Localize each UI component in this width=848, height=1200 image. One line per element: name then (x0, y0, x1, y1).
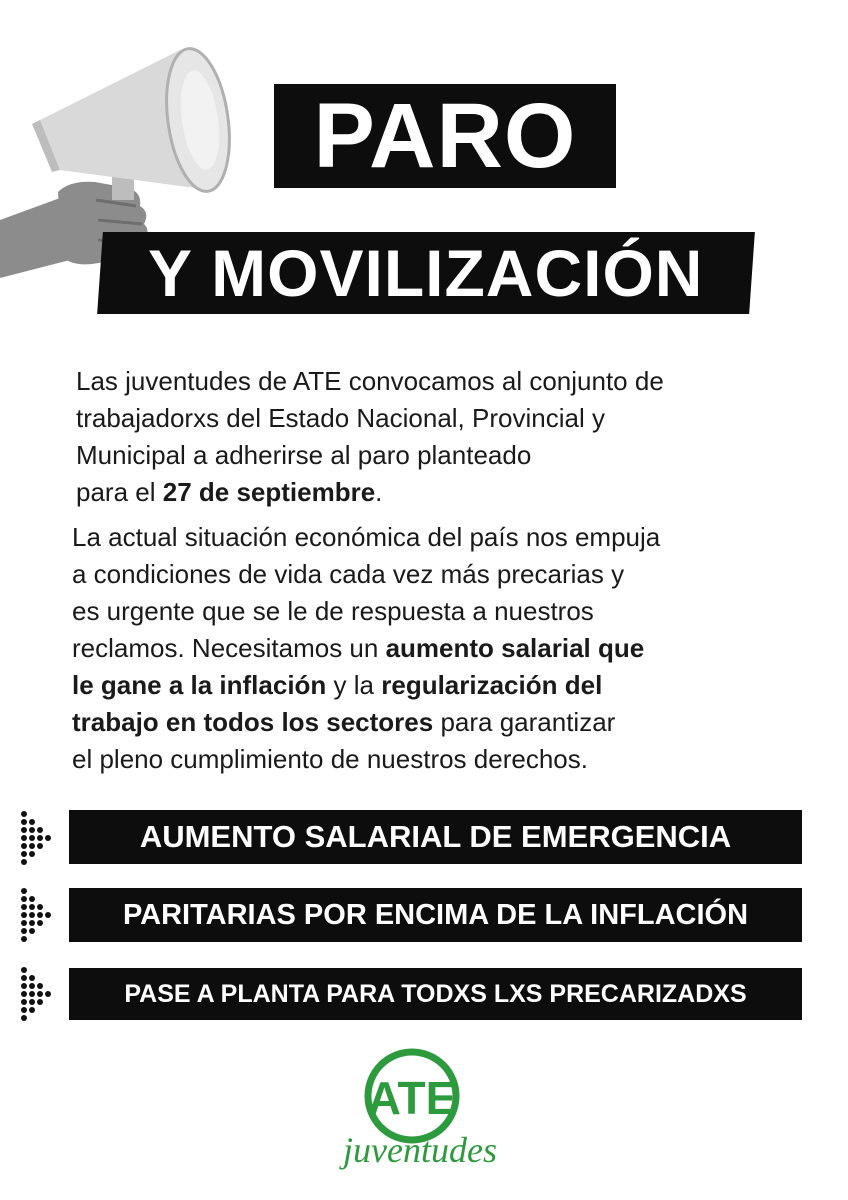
body-line (72, 667, 792, 704)
logo-acronym: ATE (367, 1072, 457, 1124)
dotted-arrow-icon (20, 885, 62, 945)
intro-text: . (375, 477, 383, 507)
intro-paragraph (76, 363, 796, 511)
dotted-arrow-icon (20, 964, 62, 1024)
intro-line: Las juventudes de ATE convocamos al conjunto de (76, 366, 664, 396)
intro-line (76, 474, 796, 511)
date-highlight: 27 de septiembre (162, 477, 376, 507)
page-title: PARO (274, 84, 616, 188)
body-line: a condiciones de vida cada vez más precarias y (72, 559, 625, 589)
ate-logo (316, 1048, 516, 1178)
demand-banner: PASE A PLANTA PARA TODXS LXS PRECARIZADXS (69, 968, 802, 1020)
body-highlight: le gane a la inflación (72, 670, 327, 700)
intro-line: trabajadorxs del Estado Nacional, Provincial y (76, 403, 605, 433)
page-subtitle-text: Y MOVILIZACIÓN (148, 236, 704, 310)
demand-banner: AUMENTO SALARIAL DE EMERGENCIA (69, 810, 802, 864)
intro-line: Municipal a adherirse al paro planteado (76, 440, 532, 470)
intro-text: para el (76, 477, 163, 507)
body-line (72, 630, 792, 667)
body-paragraph (72, 519, 792, 778)
body-highlight: aumento salarial que (385, 633, 645, 663)
body-text: para garantizar (433, 707, 616, 737)
body-text: y la (326, 670, 382, 700)
body-line: el pleno cumplimiento de nuestros derechos. (72, 744, 588, 774)
body-highlight: regularización del (381, 670, 603, 700)
body-line (72, 704, 792, 741)
body-highlight: trabajo en todos los sectores (72, 707, 434, 737)
body-text: reclamos. Necesitamos un (72, 633, 386, 663)
page-subtitle (97, 232, 755, 314)
demand-banner: PARITARIAS POR ENCIMA DE LA INFLACIÓN (69, 888, 802, 942)
body-line: es urgente que se le de respuesta a nuestros (72, 596, 594, 626)
dotted-arrow-icon (20, 808, 62, 868)
body-line: La actual situación económica del país nos empuja (72, 522, 661, 552)
logo-subtitle: juventudes (343, 1130, 497, 1170)
